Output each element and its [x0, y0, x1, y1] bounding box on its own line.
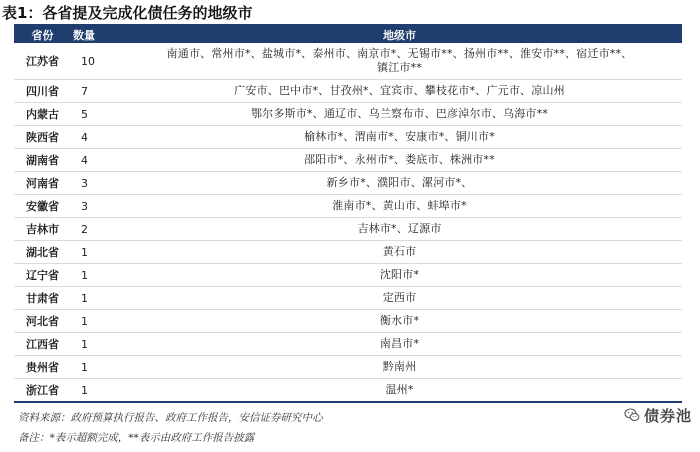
header-cities: 地级市 — [117, 26, 682, 43]
count-cell: 1 — [71, 241, 117, 264]
cities-cell: 定西市 — [117, 287, 682, 310]
cities-line: 南通市、常州市*、盐城市*、泰州市、南京市*、无锡市**、扬州市**、淮安市**、宿迁市**、 — [166, 47, 633, 60]
header-province: 省份 — [14, 26, 71, 43]
table-title: 表1：各省提及完成化债任务的地级市 — [2, 4, 253, 22]
cities-line: 镇江市** — [377, 61, 422, 74]
source-note: 资料来源：政府预算执行报告、政府工作报告，安信证券研究中心 — [18, 412, 323, 424]
cities-cell: 榆林市*、渭南市*、安康市*、铜川市* — [117, 126, 682, 149]
table-row — [14, 218, 682, 241]
table-row — [14, 310, 682, 333]
province-cell: 河南省 — [14, 172, 71, 195]
cities-cell: 黄石市 — [117, 241, 682, 264]
cities-cell: 南昌市* — [117, 333, 682, 356]
province-cell: 浙江省 — [14, 379, 71, 403]
cities-cell: 淮南市*、黄山市、蚌埠市* — [117, 195, 682, 218]
table-row — [14, 195, 682, 218]
count-cell: 7 — [71, 80, 117, 103]
count-cell: 4 — [71, 126, 117, 149]
count-cell: 5 — [71, 103, 117, 126]
cities-table — [14, 26, 682, 403]
table-row — [14, 379, 682, 403]
province-cell: 内蒙古 — [14, 103, 71, 126]
table-row — [14, 264, 682, 287]
province-cell: 江西省 — [14, 333, 71, 356]
province-cell: 贵州省 — [14, 356, 71, 379]
cities-cell: 鄂尔多斯市*、通辽市、乌兰察布市、巴彦淖尔市、乌海市** — [117, 103, 682, 126]
watermark-text: 债券池 — [643, 406, 692, 425]
watermark — [624, 405, 692, 425]
table-row — [14, 126, 682, 149]
table-row — [14, 287, 682, 310]
table-row — [14, 103, 682, 126]
cities-cell: 温州* — [117, 379, 682, 403]
cities-cell: 吉林市*、辽源市 — [117, 218, 682, 241]
province-cell: 甘肃省 — [14, 287, 71, 310]
province-cell: 安徽省 — [14, 195, 71, 218]
count-cell: 1 — [71, 379, 117, 403]
province-cell: 江苏省 — [14, 43, 71, 80]
table-header-row — [14, 26, 682, 43]
count-cell: 1 — [71, 287, 117, 310]
cities-cell — [117, 43, 682, 80]
count-cell: 3 — [71, 172, 117, 195]
province-cell: 河北省 — [14, 310, 71, 333]
cities-cell: 新乡市*、濮阳市、漯河市*、 — [117, 172, 682, 195]
table-row — [14, 43, 682, 80]
province-cell: 辽宁省 — [14, 264, 71, 287]
table-row — [14, 241, 682, 264]
table-row — [14, 80, 682, 103]
header-count: 数量 — [71, 26, 117, 43]
cities-cell: 黔南州 — [117, 356, 682, 379]
table-row — [14, 149, 682, 172]
count-cell: 1 — [71, 333, 117, 356]
remark-note: 备注：*表示超额完成，**表示由政府工作报告披露 — [18, 432, 255, 444]
cities-cell: 广安市、巴中市*、甘孜州*、宜宾市、攀枝花市*、广元市、凉山州 — [117, 80, 682, 103]
cities-cell: 沈阳市* — [117, 264, 682, 287]
count-cell: 4 — [71, 149, 117, 172]
province-cell: 吉林市 — [14, 218, 71, 241]
province-cell: 陕西省 — [14, 126, 71, 149]
table-row — [14, 172, 682, 195]
table-row — [14, 333, 682, 356]
count-cell: 10 — [71, 43, 117, 80]
table-row — [14, 356, 682, 379]
count-cell: 1 — [71, 264, 117, 287]
wechat-icon — [624, 407, 640, 423]
cities-cell: 邵阳市*、永州市*、娄底市、株洲市** — [117, 149, 682, 172]
province-cell: 湖南省 — [14, 149, 71, 172]
count-cell: 1 — [71, 356, 117, 379]
count-cell: 1 — [71, 310, 117, 333]
count-cell: 3 — [71, 195, 117, 218]
count-cell: 2 — [71, 218, 117, 241]
province-cell: 湖北省 — [14, 241, 71, 264]
cities-cell: 衡水市* — [117, 310, 682, 333]
province-cell: 四川省 — [14, 80, 71, 103]
